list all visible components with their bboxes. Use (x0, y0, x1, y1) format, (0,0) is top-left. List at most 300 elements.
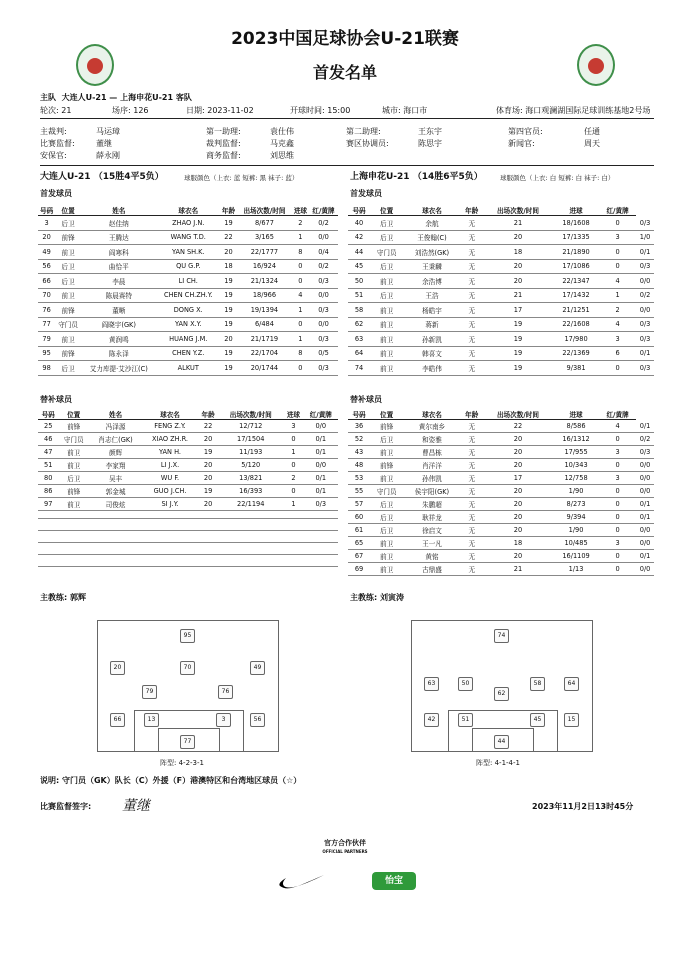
player-cell: 36 (348, 420, 370, 433)
player-cell: 6 (599, 346, 636, 361)
player-cell: 0 (292, 274, 309, 289)
away-starters-label: 首发球员 (350, 189, 382, 198)
player-cell: 守门员 (370, 485, 403, 498)
player-row (38, 498, 338, 511)
player-cell: 95 (38, 346, 55, 361)
player-cell: 4 (599, 420, 636, 433)
player-cell: 前卫 (370, 446, 403, 459)
player-cell: 20 (483, 433, 553, 446)
player-cell: 2 (599, 303, 636, 318)
match-line: 主队 大连人U-21 — 上海申花U-21 客队 (40, 93, 192, 102)
player-cell: 8/677 (237, 216, 292, 231)
player-row (348, 537, 654, 550)
player-cell: 后卫 (370, 511, 403, 524)
player-cell: 20 (483, 550, 553, 563)
column-header: 号码 (38, 204, 55, 216)
player-cell: 19 (220, 361, 237, 376)
away-formation-pitch (411, 620, 593, 752)
player-cell: 1 (292, 303, 309, 318)
player-cell: 无 (461, 332, 483, 347)
player-cell: 0/1 (636, 420, 654, 433)
player-cell: 12/712 (218, 420, 283, 433)
home-subs-label: 替补球员 (40, 395, 72, 404)
player-cell: 11/193 (218, 446, 283, 459)
player-cell: 97 (38, 498, 58, 511)
player-cell: 0/0 (309, 288, 338, 303)
player-cell: ALKUT (157, 361, 220, 376)
home-starters-label: 首发球员 (40, 189, 72, 198)
player-cell: 3 (38, 216, 55, 231)
empty-sub-line (38, 566, 338, 567)
player-cell: 20 (198, 433, 218, 446)
player-cell: 无 (461, 498, 483, 511)
player-cell: 0 (292, 259, 309, 274)
empty-sub-line (38, 518, 338, 519)
player-cell: 前卫 (55, 288, 81, 303)
signature: 董继 (122, 798, 150, 814)
player-row (348, 361, 654, 376)
player-cell: 0/0 (304, 420, 338, 433)
home-starters-table (38, 204, 338, 376)
player-cell: 曲恰平 (81, 259, 157, 274)
empty-sub-line (38, 530, 338, 531)
player-cell: 1 (599, 288, 636, 303)
official-name: 陈思宇 (418, 139, 442, 148)
player-cell: 朱鹏超 (403, 498, 461, 511)
player-cell: 无 (461, 446, 483, 459)
player-cell: 0/0 (636, 563, 654, 576)
player-cell: 无 (461, 433, 483, 446)
player-cell: 22/1194 (218, 498, 283, 511)
nike-swoosh-logo (278, 872, 326, 892)
player-row (348, 459, 654, 472)
player-cell: 19 (220, 288, 237, 303)
player-cell: 前卫 (58, 446, 89, 459)
player-cell: 0/2 (636, 288, 654, 303)
column-header: 位置 (58, 408, 89, 420)
player-row (38, 303, 338, 318)
player-cell: 10/343 (553, 459, 599, 472)
player-cell: 19 (198, 446, 218, 459)
player-cell: 前锋 (58, 420, 89, 433)
player-cell: 55 (348, 485, 370, 498)
player-cell: 黄铭 (403, 550, 461, 563)
player-cell: 0/1 (636, 550, 654, 563)
player-cell: 前锋 (370, 420, 403, 433)
player-cell: 53 (348, 472, 370, 485)
player-cell: 无 (461, 537, 483, 550)
official-role: 安保官: (40, 151, 67, 160)
player-cell: 曹昌栋 (403, 446, 461, 459)
player-cell: 0 (283, 485, 303, 498)
player-cell: YAN SH.K. (157, 245, 220, 260)
player-cell: 无 (461, 303, 483, 318)
player-cell: 19 (220, 303, 237, 318)
player-cell: 70 (38, 288, 55, 303)
official-name: 袁仕伟 (270, 127, 294, 136)
player-cell: 22/1608 (553, 317, 599, 332)
player-cell: 6/484 (237, 317, 292, 332)
player-cell: 前卫 (370, 472, 403, 485)
player-cell: 前卫 (370, 303, 403, 318)
official-name: 刘思维 (270, 151, 294, 160)
player-cell: 董晰 (81, 303, 157, 318)
player-cell: 10/485 (553, 537, 599, 550)
player-cell: 0/0 (636, 524, 654, 537)
player-shirt: 79 (142, 685, 157, 699)
player-cell: 后卫 (370, 433, 403, 446)
player-cell: 前锋 (55, 303, 81, 318)
column-header: 出场次数/时间 (218, 408, 283, 420)
player-cell: 无 (461, 459, 483, 472)
player-shirt: 95 (180, 629, 195, 643)
player-cell: 20 (483, 498, 553, 511)
player-row (348, 346, 654, 361)
player-shirt: 63 (424, 677, 439, 691)
player-row (348, 446, 654, 459)
player-cell: CHEN Y.Z. (157, 346, 220, 361)
player-shirt: 58 (530, 677, 545, 691)
player-cell: LI CH. (157, 274, 220, 289)
player-cell: 3 (599, 230, 636, 245)
player-cell: 后卫 (55, 259, 81, 274)
player-row (38, 346, 338, 361)
official-name: 董继 (96, 139, 112, 148)
player-row (348, 524, 654, 537)
divider (40, 165, 654, 166)
player-cell: 80 (38, 472, 58, 485)
player-cell: 0 (599, 524, 636, 537)
away-subs-table (348, 408, 654, 576)
kickoff-time: 开球时间: 15:00 (290, 106, 351, 115)
player-cell: 蒋新 (403, 317, 461, 332)
player-cell: 17 (483, 472, 553, 485)
player-cell: 前锋 (58, 485, 89, 498)
player-cell: 76 (38, 303, 55, 318)
player-shirt: 51 (458, 713, 473, 727)
player-cell: 无 (461, 245, 483, 260)
player-shirt: 42 (424, 713, 439, 727)
player-cell: 17/1086 (553, 259, 599, 274)
player-row (38, 433, 338, 446)
player-cell: 0/1 (304, 485, 338, 498)
player-cell: 8 (292, 245, 309, 260)
player-cell: 艾力库提·艾沙江(C) (81, 361, 157, 376)
player-cell: 0 (599, 433, 636, 446)
player-cell: 86 (38, 485, 58, 498)
player-cell: 无 (461, 216, 483, 231)
player-cell: 后卫 (370, 259, 403, 274)
player-cell: 3 (599, 446, 636, 459)
column-header: 红/黄牌 (599, 204, 636, 216)
player-cell: 陈永泽 (81, 346, 157, 361)
player-cell: 25 (38, 420, 58, 433)
player-cell: 前锋 (55, 230, 81, 245)
official-name: 任通 (584, 127, 600, 136)
player-cell: 45 (348, 259, 370, 274)
player-cell: 0/1 (304, 472, 338, 485)
player-cell: 49 (38, 245, 55, 260)
player-cell: 后卫 (370, 498, 403, 511)
player-cell: 孙新凯 (403, 332, 461, 347)
column-header: 进球 (553, 204, 599, 216)
player-cell: 0/1 (304, 446, 338, 459)
player-cell: 无 (461, 274, 483, 289)
player-cell: 47 (38, 446, 58, 459)
player-cell: 陈晨赛特 (81, 288, 157, 303)
player-cell: 黄润鸣 (81, 332, 157, 347)
player-cell: 1/90 (553, 485, 599, 498)
player-cell: 0 (599, 498, 636, 511)
player-cell: 18 (483, 245, 553, 260)
player-cell: 22/1369 (553, 346, 599, 361)
player-cell: 0/0 (636, 485, 654, 498)
player-cell: 郭金城 (89, 485, 142, 498)
player-row (38, 459, 338, 472)
player-cell: 17/1335 (553, 230, 599, 245)
player-cell: ZHAO J.N. (157, 216, 220, 231)
empty-sub-line (38, 554, 338, 555)
player-cell: 67 (348, 550, 370, 563)
player-cell: 4 (599, 274, 636, 289)
match-number: 场序: 126 (112, 106, 149, 115)
player-cell: 无 (461, 346, 483, 361)
player-row (38, 361, 338, 376)
player-cell: LI J.X. (142, 459, 198, 472)
venue: 体育场: 海口观澜湖国际足球训练基地2号场 (496, 106, 651, 115)
player-cell: 0 (599, 216, 636, 231)
player-row (348, 472, 654, 485)
player-cell: 后卫 (55, 361, 81, 376)
player-cell: 8 (292, 346, 309, 361)
player-cell: 20 (483, 524, 553, 537)
player-cell: 后卫 (55, 216, 81, 231)
column-header: 年龄 (198, 408, 218, 420)
player-shirt: 13 (144, 713, 159, 727)
player-cell: 58 (348, 303, 370, 318)
player-cell: 刘浩然(GK) (403, 245, 461, 260)
player-cell: 98 (38, 361, 55, 376)
player-row (348, 498, 654, 511)
column-header: 号码 (348, 408, 370, 420)
player-cell: 侯宇阳(GK) (403, 485, 461, 498)
player-cell: 0/0 (304, 459, 338, 472)
player-row (348, 317, 654, 332)
player-cell: 20 (220, 332, 237, 347)
page-title: 2023中国足球协会U-21联赛 (231, 29, 459, 49)
report-time: 2023年11月2日13时45分 (532, 802, 634, 811)
player-row (348, 288, 654, 303)
player-cell: 69 (348, 563, 370, 576)
player-cell: 77 (38, 317, 55, 332)
player-cell: 19 (198, 485, 218, 498)
player-cell: 后卫 (58, 472, 89, 485)
column-header: 姓名 (81, 204, 157, 216)
column-header: 进球 (283, 408, 303, 420)
player-cell: 48 (348, 459, 370, 472)
player-cell: 8/586 (553, 420, 599, 433)
player-cell: 17/1504 (218, 433, 283, 446)
player-cell: SI J.Y. (142, 498, 198, 511)
player-cell: 13/821 (218, 472, 283, 485)
home-formation: 阵型: 4-2-3-1 (160, 759, 204, 767)
column-header: 出场次数/时间 (237, 204, 292, 216)
player-cell: 21/1251 (553, 303, 599, 318)
player-shirt: 3 (216, 713, 231, 727)
player-cell: 后卫 (370, 230, 403, 245)
player-cell: 0/1 (636, 498, 654, 511)
player-cell: 19/1394 (237, 303, 292, 318)
player-cell: 0/2 (636, 433, 654, 446)
player-cell: 3 (599, 332, 636, 347)
player-cell: 前卫 (370, 550, 403, 563)
player-row (348, 563, 654, 576)
player-cell: 守门员 (55, 317, 81, 332)
player-cell: 无 (461, 230, 483, 245)
player-cell: 22/1347 (553, 274, 599, 289)
official-name: 王东宇 (418, 127, 442, 136)
player-cell: 20 (483, 274, 553, 289)
column-header: 年龄 (461, 204, 483, 216)
player-row (38, 472, 338, 485)
home-coach: 主教练: 郭辉 (40, 593, 86, 602)
player-cell: 43 (348, 446, 370, 459)
player-row (38, 317, 338, 332)
player-cell: 64 (348, 346, 370, 361)
player-cell: 王俊翰(C) (403, 230, 461, 245)
player-row (348, 230, 654, 245)
player-cell: 19 (220, 274, 237, 289)
player-cell: 5/120 (218, 459, 283, 472)
player-cell: 20 (198, 498, 218, 511)
player-shirt: 76 (218, 685, 233, 699)
player-cell: 20 (198, 472, 218, 485)
column-header: 年龄 (220, 204, 237, 216)
player-shirt: 45 (530, 713, 545, 727)
player-cell: 20 (198, 459, 218, 472)
player-cell: 79 (38, 332, 55, 347)
player-cell: 孙伟凯 (403, 472, 461, 485)
player-row (38, 485, 338, 498)
player-cell: 16/393 (218, 485, 283, 498)
player-cell: 无 (461, 259, 483, 274)
player-cell: 22 (483, 420, 553, 433)
column-header: 球衣名 (157, 204, 220, 216)
player-row (348, 420, 654, 433)
player-cell: 1 (292, 230, 309, 245)
player-cell: 17/1432 (553, 288, 599, 303)
player-cell: 前锋 (55, 346, 81, 361)
official-name: 马克鑫 (270, 139, 294, 148)
column-header: 球衣名 (403, 408, 461, 420)
player-cell: 0/3 (636, 361, 654, 376)
player-shirt: 44 (494, 735, 509, 749)
player-cell: CHEN CH.ZH.Y. (157, 288, 220, 303)
player-cell: 74 (348, 361, 370, 376)
player-cell: 17/955 (553, 446, 599, 459)
away-kit-colors: 球服颜色（上衣: 白 短裤: 白 袜子: 白） (500, 174, 615, 182)
player-cell: 0 (599, 361, 636, 376)
player-cell: 60 (348, 511, 370, 524)
column-header: 号码 (38, 408, 58, 420)
column-header: 进球 (292, 204, 309, 216)
player-shirt: 64 (564, 677, 579, 691)
column-header: 位置 (55, 204, 81, 216)
player-cell: 20 (483, 259, 553, 274)
player-row (38, 216, 338, 231)
divider (40, 118, 654, 119)
official-role: 第一助理: (206, 127, 241, 136)
player-cell: 无 (461, 288, 483, 303)
player-cell: 守门员 (58, 433, 89, 446)
player-row (348, 433, 654, 446)
player-row (348, 303, 654, 318)
player-cell: 20 (483, 459, 553, 472)
player-cell: 9/381 (553, 361, 599, 376)
player-cell: 20 (220, 245, 237, 260)
player-cell: 0/0 (309, 317, 338, 332)
player-cell: 0/0 (636, 274, 654, 289)
column-header: 红/黄牌 (304, 408, 338, 420)
player-cell: 冯泽源 (89, 420, 142, 433)
player-row (348, 274, 654, 289)
player-cell: 0/1 (636, 245, 654, 260)
player-cell: 19 (483, 361, 553, 376)
player-cell: 李家翔 (89, 459, 142, 472)
player-cell: 56 (38, 259, 55, 274)
column-header: 出场次数/时间 (483, 408, 553, 420)
away-coach: 主教练: 刘寅涛 (350, 593, 404, 602)
player-cell: 1 (292, 332, 309, 347)
player-cell: 后卫 (55, 274, 81, 289)
home-kit-colors: 球服颜色（上衣: 蓝 短裤: 黑 袜子: 蓝） (184, 174, 299, 182)
player-cell: 0/3 (309, 332, 338, 347)
player-cell: 20/1744 (237, 361, 292, 376)
player-cell: 0/0 (309, 230, 338, 245)
player-cell: 19 (220, 216, 237, 231)
column-header: 年龄 (461, 408, 483, 420)
player-cell: 4 (292, 288, 309, 303)
player-cell: 前卫 (370, 563, 403, 576)
player-cell: 16/1109 (553, 550, 599, 563)
player-cell: 0/1 (636, 511, 654, 524)
player-cell: 17 (483, 303, 553, 318)
player-cell: 0/2 (309, 216, 338, 231)
player-cell: 50 (348, 274, 370, 289)
player-cell: 杨皓宇 (403, 303, 461, 318)
player-cell: 21/1719 (237, 332, 292, 347)
player-row (38, 259, 338, 274)
player-cell: 17/980 (553, 332, 599, 347)
player-cell: 吴丰 (89, 472, 142, 485)
home-team-name: 大连人U-21 （15胜4平5负） (40, 172, 164, 182)
player-cell: 无 (461, 511, 483, 524)
column-header: 红/黄牌 (599, 408, 636, 420)
player-cell: 21/1890 (553, 245, 599, 260)
player-cell: 21 (483, 563, 553, 576)
player-cell: 42 (348, 230, 370, 245)
city: 城市: 海口市 (382, 106, 428, 115)
player-cell: 19 (483, 317, 553, 332)
player-cell: 0/3 (636, 446, 654, 459)
player-cell: 0/3 (309, 274, 338, 289)
player-cell: 0 (599, 245, 636, 260)
player-cell: 王浩 (403, 288, 461, 303)
player-cell: 0/3 (304, 498, 338, 511)
column-header: 球衣名 (403, 204, 461, 216)
player-row (38, 245, 338, 260)
player-cell: 18 (220, 259, 237, 274)
